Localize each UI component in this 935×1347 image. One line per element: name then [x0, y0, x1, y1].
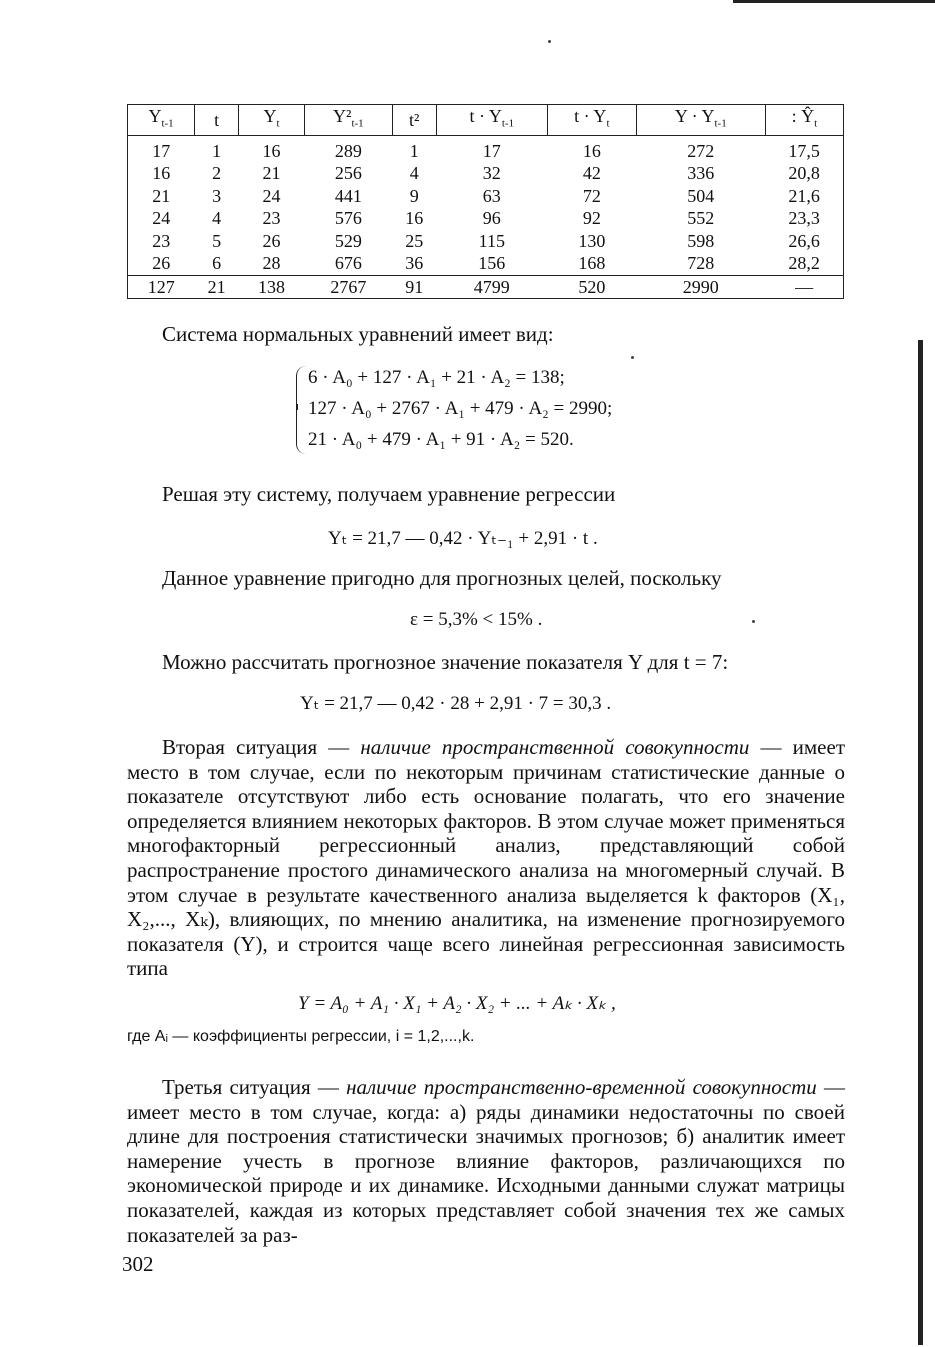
table-cell: 676: [304, 252, 392, 275]
total-cell: 91: [392, 275, 436, 299]
table-cell: 20,8: [788, 163, 820, 184]
table-cell: 72: [582, 185, 601, 206]
table-row: [128, 135, 844, 162]
table-cell: 272: [687, 140, 715, 161]
table-cell: 130: [578, 230, 606, 251]
table-cell: 17: [152, 140, 171, 161]
total-cell: 138: [239, 275, 305, 299]
table-cell: 32: [482, 163, 501, 184]
table-cell: 21,6: [788, 185, 820, 206]
col-header: $Y \cdot Y_{t-1}$: [636, 105, 765, 136]
table-row: [128, 230, 844, 253]
table-cell: 156: [436, 252, 547, 275]
equation-3: 21 · A₀ + 479 · A₁ + 91 · A₂ = 520.: [308, 429, 574, 450]
table-cell: 17,5: [788, 140, 820, 161]
table-header-row: [128, 105, 844, 136]
table-cell: 4: [212, 208, 222, 229]
suitable-text: Данное уравнение пригодно для прогнозных целей, поскольку: [162, 566, 722, 590]
total-cell: 4799: [436, 275, 547, 299]
table-total-row: [128, 275, 844, 299]
brace: [296, 366, 307, 454]
table-cell: 2: [212, 163, 222, 184]
total-cell: —: [765, 275, 843, 299]
col-header: $t \cdot Y_t$: [547, 105, 636, 136]
table-row: [128, 207, 844, 230]
multi-regression-equation: Y = A₀ + A₁ · X₁ + A₂ · X₂ + ... + Aₖ · Xₖ ,: [298, 993, 616, 1014]
table-cell: 1: [409, 140, 419, 161]
regression-equation: Yₜ = 21,7 — 0,42 · Yₜ₋₁ + 2,91 · t .: [328, 528, 598, 549]
table-cell: 16: [152, 163, 171, 184]
equation-system: [308, 362, 612, 455]
table-row: [128, 185, 844, 208]
forecast-equation: Yₜ = 21,7 — 0,42 · 28 + 2,91 · 7 = 30,3 .: [300, 693, 612, 714]
col-header: : $Ŷ_t$: [765, 105, 843, 136]
table-cell: 92: [582, 208, 601, 229]
table-cell: 16: [405, 208, 424, 229]
table-cell: 441: [334, 185, 362, 206]
table-row: [128, 162, 844, 185]
table-cell: 5: [212, 230, 222, 251]
speck: [631, 356, 634, 359]
table-cell: 63: [482, 185, 501, 206]
table-cell: 16: [262, 140, 281, 161]
table-cell: 16: [582, 140, 601, 161]
table-cell: 23,3: [788, 208, 820, 229]
epsilon-equation: ε = 5,3% < 15% .: [410, 609, 543, 630]
table-cell: 256: [334, 163, 362, 184]
total-cell: 21: [195, 275, 239, 299]
paragraph-third-situation: Третья ситуация — наличие пространственно-временной совокупности — имеет место в том случае, когда: а) ряды динамики недостаточны по своей длине для построения статистически значимых прогнозов; б) аналитик имеет намерение учесть в прогнозе влияние факторов, различающихся по экономической природе и их динамике. Исходными данными служат матрицы показателей, каждая из которых представляет собой значения тех же самых показателей за раз-: [127, 1075, 846, 1247]
term-spatiotemporal: наличие пространственно-временной совокупности: [346, 1075, 817, 1099]
table-cell: 24: [262, 185, 281, 206]
table-cell: 9: [409, 185, 419, 206]
col-header: $Y^2_{t-1}$: [304, 105, 392, 136]
col-header: $t \cdot Y_{t-1}$: [436, 105, 547, 136]
table-cell: 23: [262, 208, 281, 229]
table-cell: 26: [128, 252, 195, 275]
total-cell: 127: [128, 275, 195, 299]
table-cell: 1: [212, 140, 222, 161]
coefficients-note: где Aᵢ — коэффициенты регрессии, i = 1,2,...,k.: [127, 1028, 475, 1045]
table-cell: 96: [482, 208, 501, 229]
table-cell: 168: [547, 252, 636, 275]
equation-2: 127 · A₀ + 2767 · A₁ + 479 · A₂ = 2990;: [308, 398, 613, 419]
table-cell: 4: [409, 163, 419, 184]
table-cell: 21: [152, 185, 171, 206]
paragraph-second-situation: Вторая ситуация — наличие пространственной совокупности — имеет место в том случае, если по некоторым причинам статистические данные о показателе отсутствуют либо есть основание полагать, что его значение определяется влиянием некоторых факторов. В этом случае может применяться многофакторный регрессионный анализ, представляющий собой распространение простого динамического анализа на многомерный случай. В этом случае в результате качественного анализа выделяется k факторов (X₁, X₂,..., Xₖ), влияющих, по мнению аналитика, на изменение прогнозируемого показателя (Y), и строится чаще всего линейная регрессионная зависимость типа: [127, 735, 845, 981]
system-intro: Система нормальных уравнений имеет вид:: [162, 322, 554, 346]
table-cell: 23: [152, 230, 171, 251]
table-cell: 17: [482, 140, 501, 161]
forecast-text: Можно рассчитать прогнозное значение показателя Y для t = 7:: [162, 650, 729, 674]
table-cell: 21: [262, 163, 281, 184]
table-cell: 6: [195, 252, 239, 275]
col-header: t: [195, 105, 239, 136]
col-header: t²: [392, 105, 436, 136]
table-cell: 289: [334, 140, 362, 161]
table-cell: 24: [152, 208, 171, 229]
table-cell: 504: [687, 185, 715, 206]
equation-1: 6 · A₀ + 127 · A₁ + 21 · A₂ = 138;: [308, 367, 565, 388]
page-edge-bar: [918, 340, 923, 1345]
table-cell: 42: [582, 163, 601, 184]
total-cell: 2990: [636, 275, 765, 299]
col-header: $Y_t$: [239, 105, 305, 136]
table-cell: 3: [212, 185, 222, 206]
term-spatial: наличие пространственной совокупности: [360, 735, 750, 759]
table-cell: 576: [334, 208, 362, 229]
table-cell: 26: [262, 230, 281, 251]
top-rule: [733, 0, 935, 3]
table-cell: 26,6: [788, 230, 820, 251]
brace: [288, 404, 298, 410]
speck: [548, 40, 551, 43]
table-cell: 28: [239, 252, 305, 275]
table-cell: 336: [687, 163, 715, 184]
col-header: $Y_{t-1}$: [128, 105, 195, 136]
page-number: 302: [122, 1252, 154, 1276]
table-cell: 115: [478, 230, 505, 251]
table-cell: 552: [687, 208, 715, 229]
data-table: [127, 104, 844, 299]
solve-text: Решая эту систему, получаем уравнение регрессии: [162, 482, 616, 506]
table-cell: 598: [687, 230, 715, 251]
table-cell: 728: [636, 252, 765, 275]
table-cell: 36: [392, 252, 436, 275]
table-cell: 25: [405, 230, 424, 251]
table-cell: 28,2: [765, 252, 843, 275]
speck: [752, 620, 755, 623]
table-row: [128, 252, 844, 275]
table-cell: 529: [334, 230, 362, 251]
total-cell: 520: [547, 275, 636, 299]
total-cell: 2767: [304, 275, 392, 299]
